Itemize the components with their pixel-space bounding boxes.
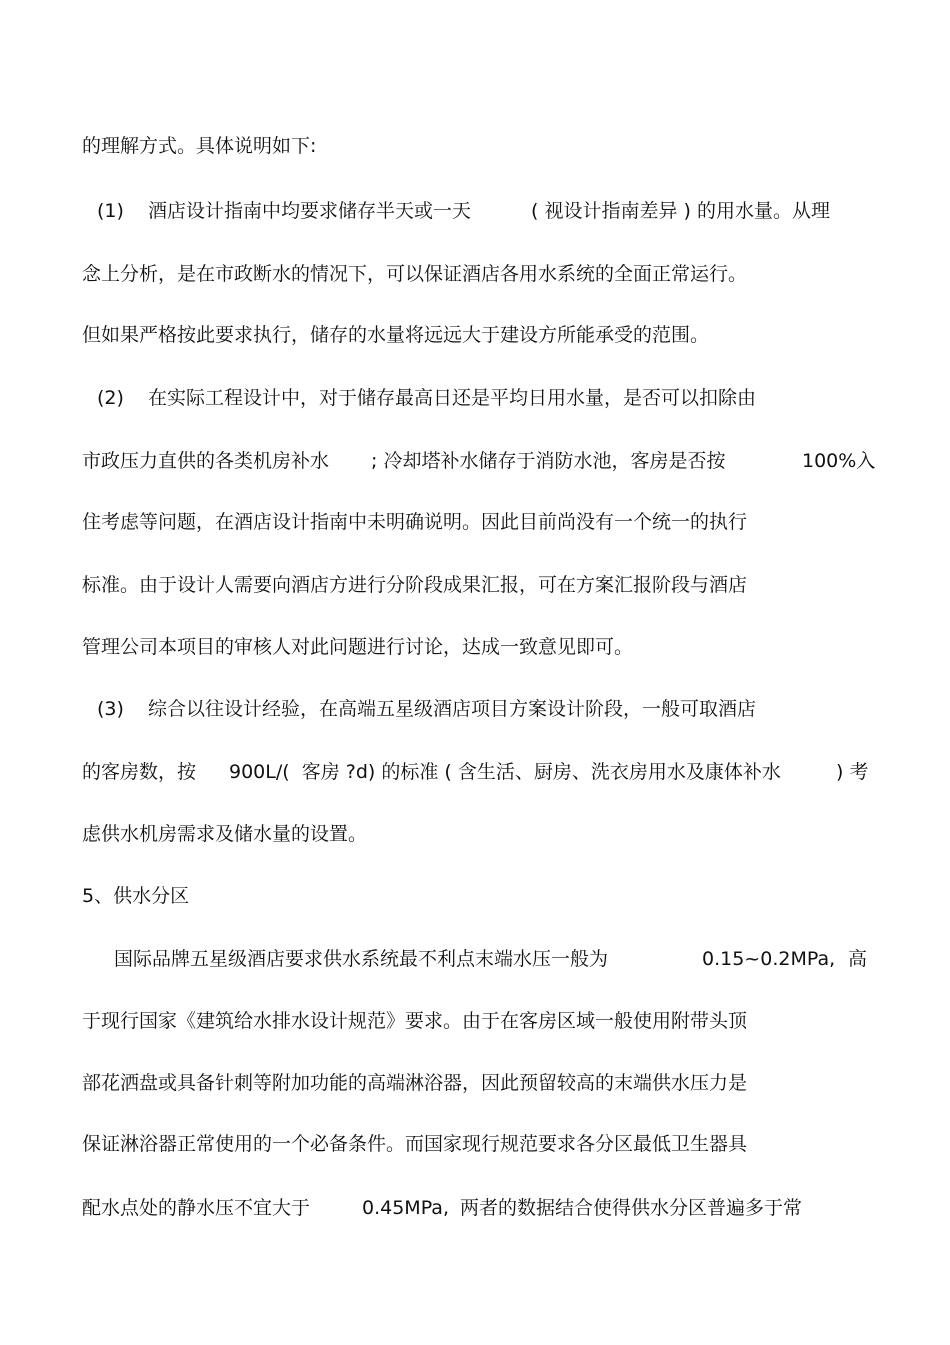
text-line [0, 446, 950, 476]
text-segment: 虑供水机房需求及储水量的设置。 [82, 823, 368, 845]
text-line [0, 1193, 950, 1223]
list-marker: (3) [97, 698, 124, 720]
text-line [0, 383, 950, 413]
text-line [0, 819, 950, 849]
text-segment: 于现行国家《建筑给水排水设计规范》要求。由于在客房区域一般使用附带头顶 [82, 1010, 748, 1032]
text-line [0, 1129, 950, 1159]
text-line [0, 694, 950, 724]
heading-text: 5、供水分区 [82, 885, 190, 907]
text-segment: 念上分析，是在市政断水的情况下，可以保证酒店各用水系统的全面正常运行。 [82, 263, 748, 285]
text-segment: 配水点处的静水压不宜大于 [82, 1197, 311, 1219]
text-line [0, 1006, 950, 1036]
text-line [0, 944, 950, 974]
text-segment: 在实际工程设计中，对于储存最高日还是平均日用水量，是否可以扣除由 [148, 387, 757, 409]
text-segment: 0.45MPa, [362, 1197, 449, 1219]
text-segment: 市政压力直供的各类机房补水 [82, 450, 330, 472]
text-segment: ) 考 [836, 761, 869, 783]
text-segment: 管理公司本项目的审核人对此问题进行讨论，达成一致意见即可。 [82, 636, 634, 658]
text-line [0, 131, 950, 161]
text-line [0, 757, 950, 787]
text-segment: 保证淋浴器正常使用的一个必备条件。而国家现行规范要求各分区最低卫生器具 [82, 1133, 748, 1155]
text-line [0, 507, 950, 537]
text-segment: 两者的数据结合使得供水分区普遍多于常 [460, 1197, 803, 1219]
text-segment: 综合以往设计经验，在高端五星级酒店项目方案设计阶段，一般可取酒店 [148, 698, 757, 720]
text-line [0, 320, 950, 350]
text-segment: 住考虑等问题，在酒店设计指南中未明确说明。因此目前尚没有一个统一的执行 [82, 511, 748, 533]
text-segment: 100%入 [802, 450, 876, 472]
text-line [0, 259, 950, 289]
text-segment: 酒店设计指南中均要求储存半天或一天 [148, 200, 472, 222]
text-segment: 部花洒盘或具备针刺等附加功能的高端淋浴器，因此预留较高的末端供水压力是 [82, 1072, 748, 1094]
section-heading [0, 881, 950, 911]
text-segment: 国际品牌五星级酒店要求供水系统最不利点末端水压一般为 [114, 948, 609, 970]
text-segment: ( 视设计指南差异 ) 的用水量。从理 [531, 200, 830, 222]
text-segment: ; 冷却塔补水储存于消防水池，客房是否按 [371, 450, 726, 472]
text-segment: 的理解方式。具体说明如下: [82, 135, 317, 157]
text-segment: 0.15~0.2MPa, [702, 948, 836, 970]
text-segment: 的客房数，按 [82, 761, 197, 783]
text-line [0, 1068, 950, 1098]
text-segment: 但如果严格按此要求执行，储存的水量将远远大于建设方所能承受的范围。 [82, 324, 710, 346]
list-marker: (1) [97, 200, 124, 222]
text-segment: 标准。由于设计人需要向酒店方进行分阶段成果汇报，可在方案汇报阶段与酒店 [82, 574, 748, 596]
text-line [0, 196, 950, 226]
text-segment: 900L/( 客房 ?d) 的标准 ( 含生活、厨房、洗衣房用水及康体补水 [229, 761, 781, 783]
text-segment: 高 [848, 948, 868, 970]
list-marker: (2) [97, 387, 124, 409]
text-line [0, 632, 950, 662]
text-line [0, 570, 950, 600]
